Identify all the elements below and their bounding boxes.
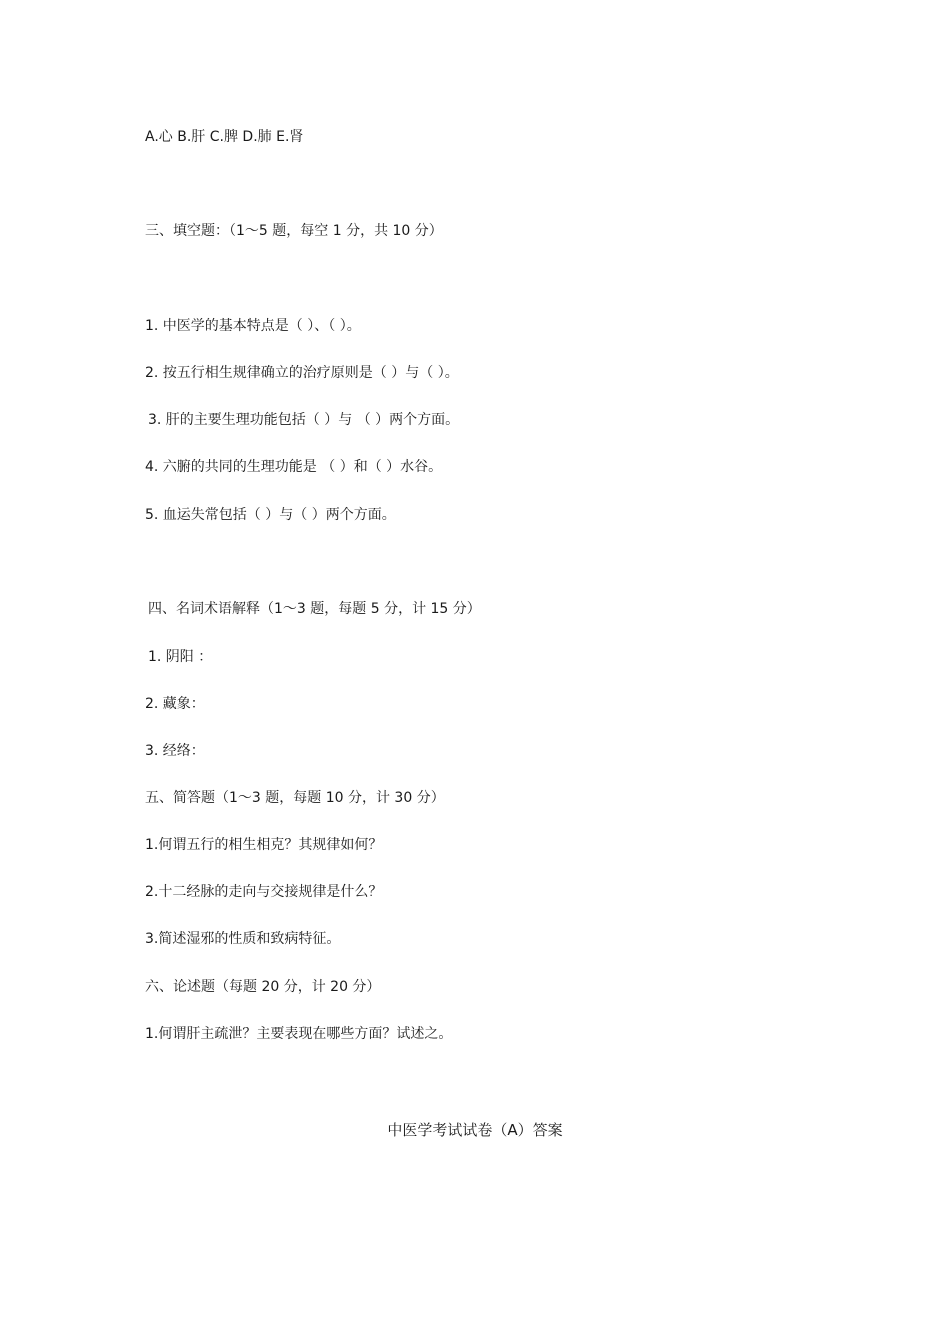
fill-blank-item-1: 1. 中医学的基本特点是（ ）、（ ）。 bbox=[145, 318, 361, 334]
fill-blank-item-4: 4. 六腑的共同的生理功能是 （ ）和（ ）水谷。 bbox=[145, 459, 443, 475]
section3-heading: 三、填空题：（1～5 题，每空 1 分，共 10 分） bbox=[145, 223, 443, 239]
answer-title: 中医学考试试卷（A）答案 bbox=[387, 1121, 563, 1139]
short-answer-item-1: 1.何谓五行的相生相克？其规律如何？ bbox=[145, 837, 383, 853]
short-answer-item-2: 2.十二经脉的走向与交接规律是什么？ bbox=[145, 884, 383, 900]
section5-heading: 五、简答题（1～3 题，每题 10 分，计 30 分） bbox=[145, 790, 445, 806]
fill-blank-item-2: 2. 按五行相生规律确立的治疗原则是（ ）与（ ）。 bbox=[145, 365, 459, 381]
fill-blank-item-3: 3. 肝的主要生理功能包括（ ）与 （ ）两个方面。 bbox=[148, 412, 460, 428]
essay-item-1: 1.何谓肝主疏泄？主要表现在哪些方面？试述之。 bbox=[145, 1026, 453, 1042]
short-answer-item-3: 3.简述湿邪的性质和致病特征。 bbox=[145, 931, 341, 947]
fill-blank-item-5: 5. 血运失常包括（ ）与（ ）两个方面。 bbox=[145, 507, 396, 523]
section6-heading: 六、论述题（每题 20 分，计 20 分） bbox=[145, 979, 381, 995]
term-item-2: 2. 藏象： bbox=[145, 696, 205, 712]
options-line: A.心 B.肝 C.脾 D.肺 E.肾 bbox=[145, 129, 304, 145]
term-item-3: 3. 经络： bbox=[145, 743, 205, 759]
term-item-1: 1. 阴阳 ： bbox=[148, 649, 213, 665]
section4-heading: 四、名词术语解释（1～3 题，每题 5 分，计 15 分） bbox=[148, 601, 481, 617]
